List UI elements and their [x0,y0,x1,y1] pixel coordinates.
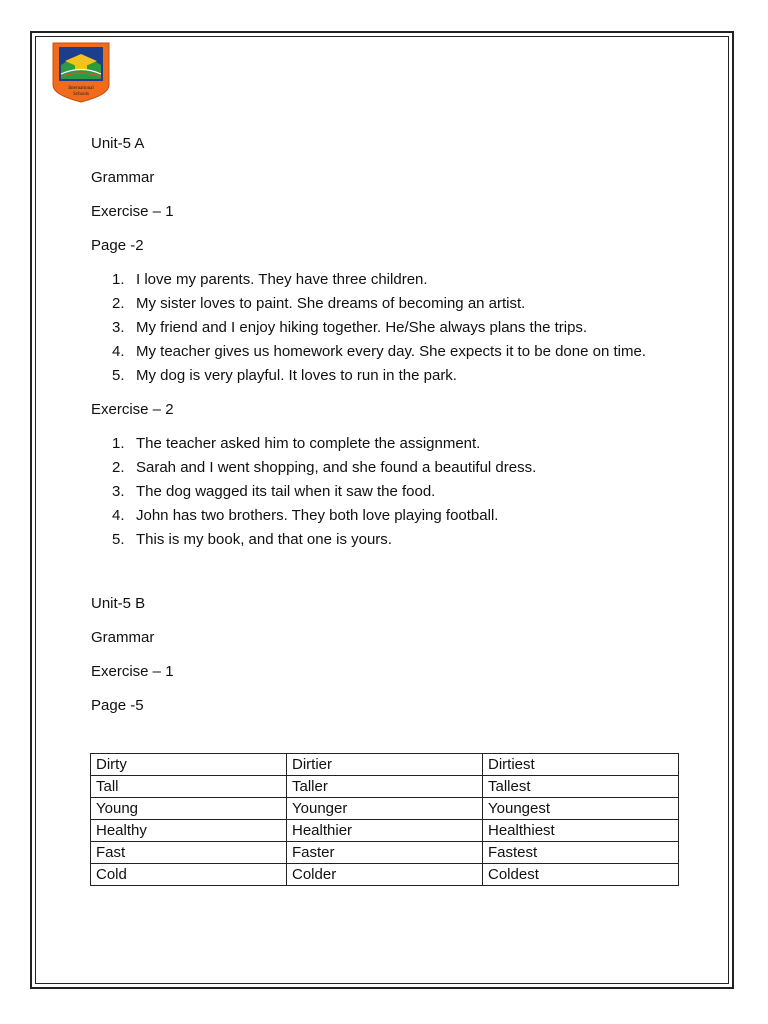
table-row [91,798,679,820]
table-cell: Healthy [91,820,287,842]
table-cell: Tall [91,776,287,798]
svg-text:International: International [68,86,94,91]
table-cell: Younger [287,798,483,820]
table-cell: Dirty [91,754,287,776]
list-item: 1. The teacher asked him to complete the assignment. [112,435,481,452]
unit-b-exercise1-title: Exercise – 1 [91,663,174,680]
table-row [91,754,679,776]
table-cell: Young [91,798,287,820]
table-cell: Coldest [483,864,679,886]
comparatives-table [90,753,679,886]
table-cell: Fastest [483,842,679,864]
unit-a-section: Grammar [91,169,155,186]
table-row [91,842,679,864]
unit-b-section: Grammar [91,629,155,646]
list-item: 5. This is my book, and that one is yours. [112,531,392,548]
table-row [91,864,679,886]
unit-b-title: Unit-5 B [91,595,146,612]
list-item: 4. My teacher gives us homework every day. She expects it to be done on time. [112,343,646,360]
table-row [91,820,679,842]
unit-a-exercise1-title: Exercise – 1 [91,203,174,220]
exercise1-list [91,268,691,388]
unit-a-exercise1-page: Page -2 [91,237,144,254]
table-cell: Dirtier [287,754,483,776]
table-cell: Tallest [483,776,679,798]
table-cell: Taller [287,776,483,798]
list-item: 3. The dog wagged its tail when it saw the food. [112,483,436,500]
table-cell: Youngest [483,798,679,820]
table-cell: Colder [287,864,483,886]
unit-a-exercise2-title: Exercise – 2 [91,401,174,418]
table-cell: Healthiest [483,820,679,842]
table-cell: Cold [91,864,287,886]
table-row [91,776,679,798]
unit-b-exercise1-page: Page -5 [91,697,144,714]
list-item: 3. My friend and I enjoy hiking together. He/She always plans the trips. [112,319,588,336]
table-cell: Fast [91,842,287,864]
exercise2-list [91,432,691,552]
svg-text:Schools: Schools [73,92,89,97]
school-logo-icon [51,41,111,103]
table-cell: Healthier [287,820,483,842]
list-item: 2. Sarah and I went shopping, and she found a beautiful dress. [112,459,537,476]
list-item: 4. John has two brothers. They both love playing football. [112,507,499,524]
list-item: 5. My dog is very playful. It loves to run in the park. [112,367,457,384]
document-body [91,132,691,728]
list-item: 1. I love my parents. They have three children. [112,271,428,288]
unit-a-title: Unit-5 A [91,135,145,152]
list-item: 2. My sister loves to paint. She dreams of becoming an artist. [112,295,526,312]
table-cell: Faster [287,842,483,864]
table-cell: Dirtiest [483,754,679,776]
